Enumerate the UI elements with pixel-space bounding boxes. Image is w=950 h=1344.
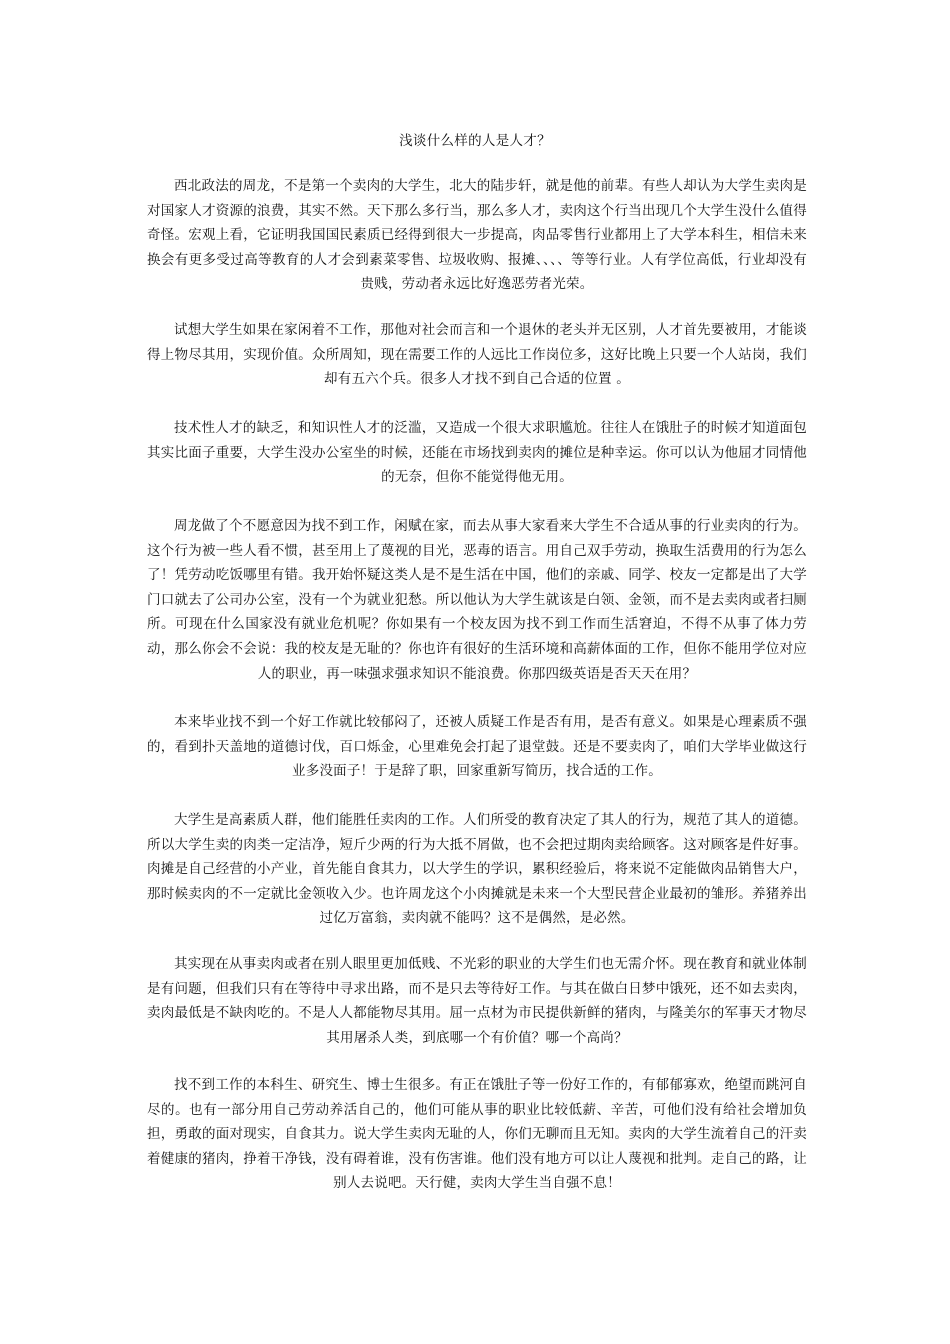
- document-title: 浅谈什么样的人是人才？: [399, 133, 551, 149]
- paragraph-8: 找不到工作的本科生、研究生、博士生很多。有正在饿肚子等一份好工作的，有郁郁寡欢，绝望而跳河自尽的。也有一部分用自己劳动养活自己的，他们可能从事的职业比较低薪、辛苦，可他们没有给社会增加负担，勇敢的面对现实，自食其力。说大学生卖肉无耻的人，你们无聊而且无知。卖肉的大学生流着自己的汗卖着健康的猪肉，挣着干净钱，没有碍着谁，没有伤害谁。他们没有地方可以让人蔑视和批判。走自己的路，让别人去说吧。天行健，卖肉大学生当自强不息！: [147, 1077, 807, 1192]
- paragraph-4: 周龙做了个不愿意因为找不到工作，闲赋在家，而去从事大家看来大学生不合适从事的行业卖肉的行为。这个行为被一些人看不惯，甚至用上了蔑视的目光，恶毒的语言。用自己双手劳动，换取生活费用的行为怎么了！凭劳动吃饭哪里有错。我开始怀疑这类人是不是生活在中国，他们的亲戚、同学、校友一定都是出了大学门口就去了公司办公室，没有一个为就业犯愁。所以他认为大学生就该是白领、金领，而不是去卖肉或者扫厕所。可现在什么国家没有就业危机呢？你如果有一个校友因为找不到工作而生活窘迫，不得不从事了体力劳动，那么你会不会说：我的校友是无耻的？你也许有很好的生活环境和高薪体面的工作，但你不能用学位对应人的职业，再一味强求强求知识不能浪费。你那四级英语是否天天在用？: [147, 518, 807, 682]
- paragraph-3: 技术性人才的缺乏，和知识性人才的泛滥，又造成一个很大求职尴尬。往往人在饿肚子的时候才知道面包其实比面子重要，大学生没办公室坐的时候，还能在市场找到卖肉的摊位是种幸运。你可以认为他屈才同情他的无奈，但你不能觉得他无用。: [147, 420, 807, 486]
- paragraph-7: 其实现在从事卖肉或者在别人眼里更加低贱、不光彩的职业的大学生们也无需介怀。现在教育和就业体制是有问题，但我们只有在等待中寻求出路，而不是只去等待好工作。与其在做白日梦中饿死，还不如去卖肉，卖肉最低是不缺肉吃的。不是人人都能物尽其用。屈一点材为市民提供新鲜的猪肉，与隆美尔的军事天才物尽其用屠杀人类，到底哪一个有价值？哪一个高尚？: [147, 956, 807, 1046]
- paragraph-6: 大学生是高素质人群，他们能胜任卖肉的工作。人们所受的教育决定了其人的行为，规范了其人的道德。所以大学生卖的肉类一定洁净，短斤少两的行为大抵不屑做，也不会把过期肉卖给顾客。这对顾客是件好事。肉摊是自己经营的小产业，首先能自食其力，以大学生的学识，累积经验后，将来说不定能做肉品销售大户，那时候卖肉的不一定就比金领收入少。也许周龙这个小肉摊就是未来一个大型民营企业最初的雏形。养猪养出过亿万富翁，卖肉就不能吗？这不是偶然，是必然。: [147, 812, 807, 927]
- paragraph-1: 西北政法的周龙，不是第一个卖肉的大学生，北大的陆步轩，就是他的前辈。有些人却认为大学生卖肉是对国家人才资源的浪费，其实不然。天下那么多行当，那么多人才，卖肉这个行当出现几个大学生没什么值得奇怪。宏观上看，它证明我国国民素质已经得到很大一步提高，肉品零售行业都用上了大学本科生，相信未来换会有更多受过高等教育的人才会到素菜零售、垃圾收购、报摊、、、、等等行业。人有学位高低，行业却没有贵贱，劳动者永远比好逸恶劳者光荣。: [147, 178, 807, 293]
- paragraph-2: 试想大学生如果在家闲着不工作，那他对社会而言和一个退休的老头并无区别，人才首先要被用，才能谈得上物尽其用，实现价值。众所周知，现在需要工作的人远比工作岗位多，这好比晚上只要一个人站岗，我们却有五六个兵。很多人才找不到自己合适的位置 。: [147, 322, 807, 388]
- paragraph-5: 本来毕业找不到一个好工作就比较郁闷了，还被人质疑工作是否有用，是否有意义。如果是心理素质不强的，看到扑天盖地的道德讨伐，百口烁金，心里难免会打起了退堂鼓。还是不要卖肉了，咱们大学毕业做这行业多没面子！于是辞了职，回家重新写简历，找合适的工作。: [147, 714, 807, 780]
